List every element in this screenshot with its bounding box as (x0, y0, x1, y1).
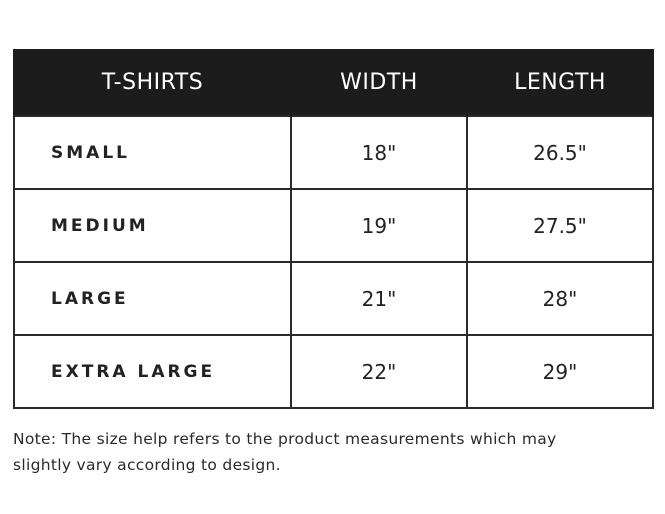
size-cell: LARGE (14, 262, 291, 335)
header-row (14, 49, 653, 116)
length-cell: 28" (467, 262, 653, 335)
table-header (14, 49, 653, 116)
table-row (14, 116, 653, 189)
length-cell: 29" (467, 335, 653, 408)
header-tshirts: T-SHIRTS (14, 49, 291, 116)
width-cell: 19" (291, 189, 467, 262)
size-chart-table (13, 49, 654, 409)
note-line-2: slightly vary according to design. (13, 456, 281, 474)
size-cell: MEDIUM (14, 189, 291, 262)
size-cell: SMALL (14, 116, 291, 189)
width-cell: 18" (291, 116, 467, 189)
width-cell: 21" (291, 262, 467, 335)
table-body (14, 116, 653, 408)
length-cell: 26.5" (467, 116, 653, 189)
note-line-1: Note: The size help refers to the product measurements which may (13, 430, 557, 448)
table-row (14, 335, 653, 408)
header-width: WIDTH (291, 49, 467, 116)
header-length: LENGTH (467, 49, 653, 116)
size-note (13, 426, 658, 478)
width-cell: 22" (291, 335, 467, 408)
size-cell: EXTRA LARGE (14, 335, 291, 408)
length-cell: 27.5" (467, 189, 653, 262)
table-row (14, 189, 653, 262)
table-row (14, 262, 653, 335)
